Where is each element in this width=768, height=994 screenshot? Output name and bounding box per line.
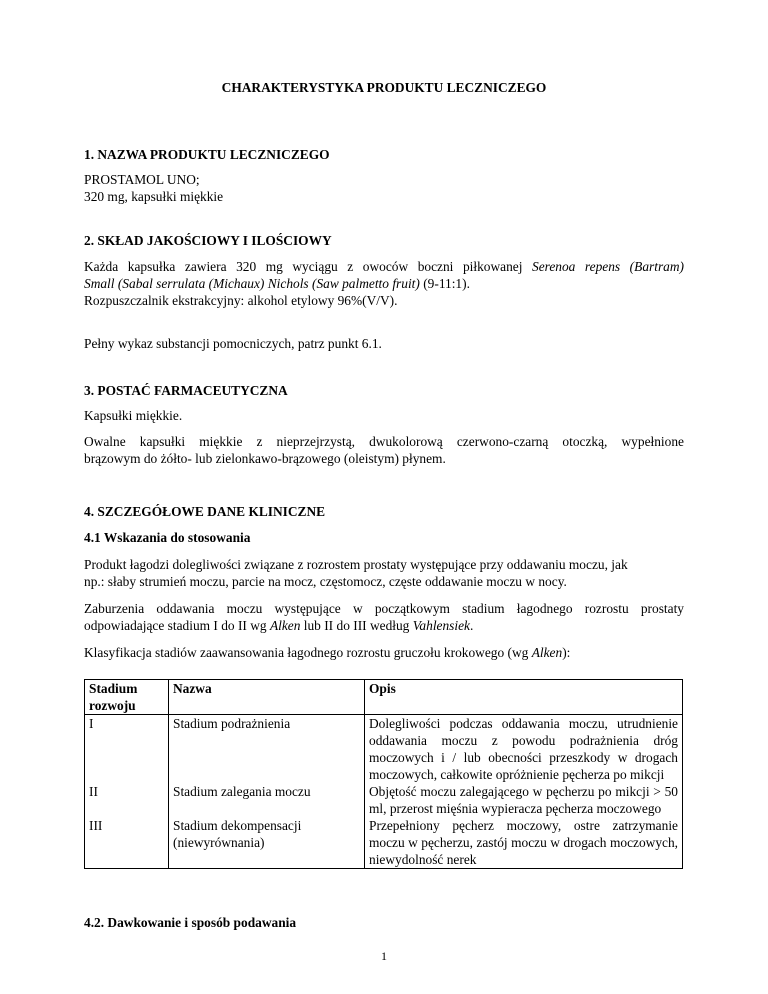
capsule-description <box>84 433 684 467</box>
header-stage-label: Stadium rozwoju <box>89 681 138 713</box>
capsule-description-line-2: brązowym do żółto- lub zielonkawo-brązowego (oleistym) płynem. <box>84 451 446 466</box>
pharmaceutical-form: Kapsułki miękkie. <box>84 408 183 423</box>
section-3-heading: 3. POSTAĆ FARMACEUTYCZNA <box>84 383 288 398</box>
header-description: Opis <box>365 680 683 715</box>
section-4-2-heading: 4.2. Dawkowanie i sposób podawania <box>84 915 297 930</box>
extraction-solvent: Rozpuszczalnik ekstrakcyjny: alkohol etylowy 96%(V/V). <box>84 293 398 308</box>
composition-latin-name: Serenoa repens (Bartram) <box>532 259 684 274</box>
classification-text-c: ): <box>562 645 571 660</box>
stages-table <box>84 679 683 869</box>
composition-paragraph <box>84 258 684 309</box>
name-cell: Stadium podrażnienia <box>169 715 365 784</box>
indications-1-line-2: np.: słaby strumień moczu, parcie na mocz, częstomocz, częste oddawanie moczu w nocy. <box>84 574 567 589</box>
table-row <box>85 817 683 869</box>
description-cell: Przepełniony pęcherz moczowy, ostre zatrzymanie moczu w pęcherzu, zastój moczu w drogach moczowych, niewydolność nerek <box>365 817 683 869</box>
indications-1-line-1: Produkt łagodzi dolegliwości związane z rozrostem prostaty występujące przy oddawaniu moczu, jak <box>84 557 628 572</box>
indications-2-text-a: odpowiadające stadium I do II wg <box>84 618 270 633</box>
classification-alken: Alken <box>531 645 563 660</box>
stage-cell: III <box>85 817 169 869</box>
stage-cell: I <box>85 715 169 784</box>
composition-text-1: Każda kapsułka zawiera 320 mg wyciągu z owoców boczni piłkowanej <box>84 259 532 274</box>
description-cell: Objętość moczu zalegającego w pęcherzu po mikcji > 50 ml, przerost mięśnia wypieracza pęcherza moczowego <box>365 783 683 817</box>
capsule-description-line-1: Owalne kapsułki miękkie z nieprzejrzystą, dwukolorową czerwono-czarną otoczką, wypełnione <box>84 434 684 449</box>
table-row <box>85 783 683 817</box>
alken-ref: Alken <box>269 618 301 633</box>
indications-2-text-e: . <box>470 618 474 633</box>
section-1-heading: 1. NAZWA PRODUKTU LECZNICZEGO <box>84 147 330 162</box>
description-cell: Dolegliwości podczas oddawania moczu, utrudnienie oddawania moczu z powodu podrażnienia dróg moczowych i / lub obecności przeszkody w drogach moczowych, całkowite opróżnienie pęcherza po mikcji <box>365 715 683 784</box>
classification-intro <box>84 644 684 661</box>
section-4-1-heading: 4.1 Wskazania do stosowania <box>84 530 251 545</box>
section-2-heading: 2. SKŁAD JAKOŚCIOWY I ILOŚCIOWY <box>84 233 332 248</box>
name-cell: Stadium zalegania moczu <box>169 783 365 817</box>
stage-cell: II <box>85 783 169 817</box>
product-name: PROSTAMOL UNO; <box>84 172 200 187</box>
indications-paragraph-1 <box>84 556 684 590</box>
product-strength: 320 mg, kapsułki miękkie <box>84 189 224 204</box>
vahlensiek-ref: Vahlensiek <box>412 618 470 633</box>
classification-text-a: Klasyfikacja stadiów zaawansowania łagodnego rozrostu gruczołu krokowego (wg <box>84 645 532 660</box>
header-stage <box>85 680 169 715</box>
composition-latin-synonym: Small (Sabal serrulata (Michaux) Nichols (Saw palmetto fruit) <box>84 276 420 291</box>
name-cell: Stadium dekompensacji (niewyrównania) <box>169 817 365 869</box>
document-title: CHARAKTERYSTYKA PRODUKTU LECZNICZEGO <box>221 80 547 95</box>
header-name: Nazwa <box>169 680 365 715</box>
composition-ratio: (9-11:1). <box>419 276 470 291</box>
section-4-heading: 4. SZCZEGÓŁOWE DANE KLINICZNE <box>84 504 326 519</box>
indications-paragraph-2 <box>84 600 684 634</box>
table-header-row <box>85 680 683 715</box>
page-number: 1 <box>381 949 387 963</box>
indications-2-text-c: lub II do III według <box>300 618 413 633</box>
excipients-reference: Pełny wykaz substancji pomocniczych, patrz punkt 6.1. <box>84 336 382 351</box>
indications-2-line-1: Zaburzenia oddawania moczu występujące w początkowym stadium łagodnego rozrostu prostaty <box>84 601 684 616</box>
table-row <box>85 715 683 784</box>
